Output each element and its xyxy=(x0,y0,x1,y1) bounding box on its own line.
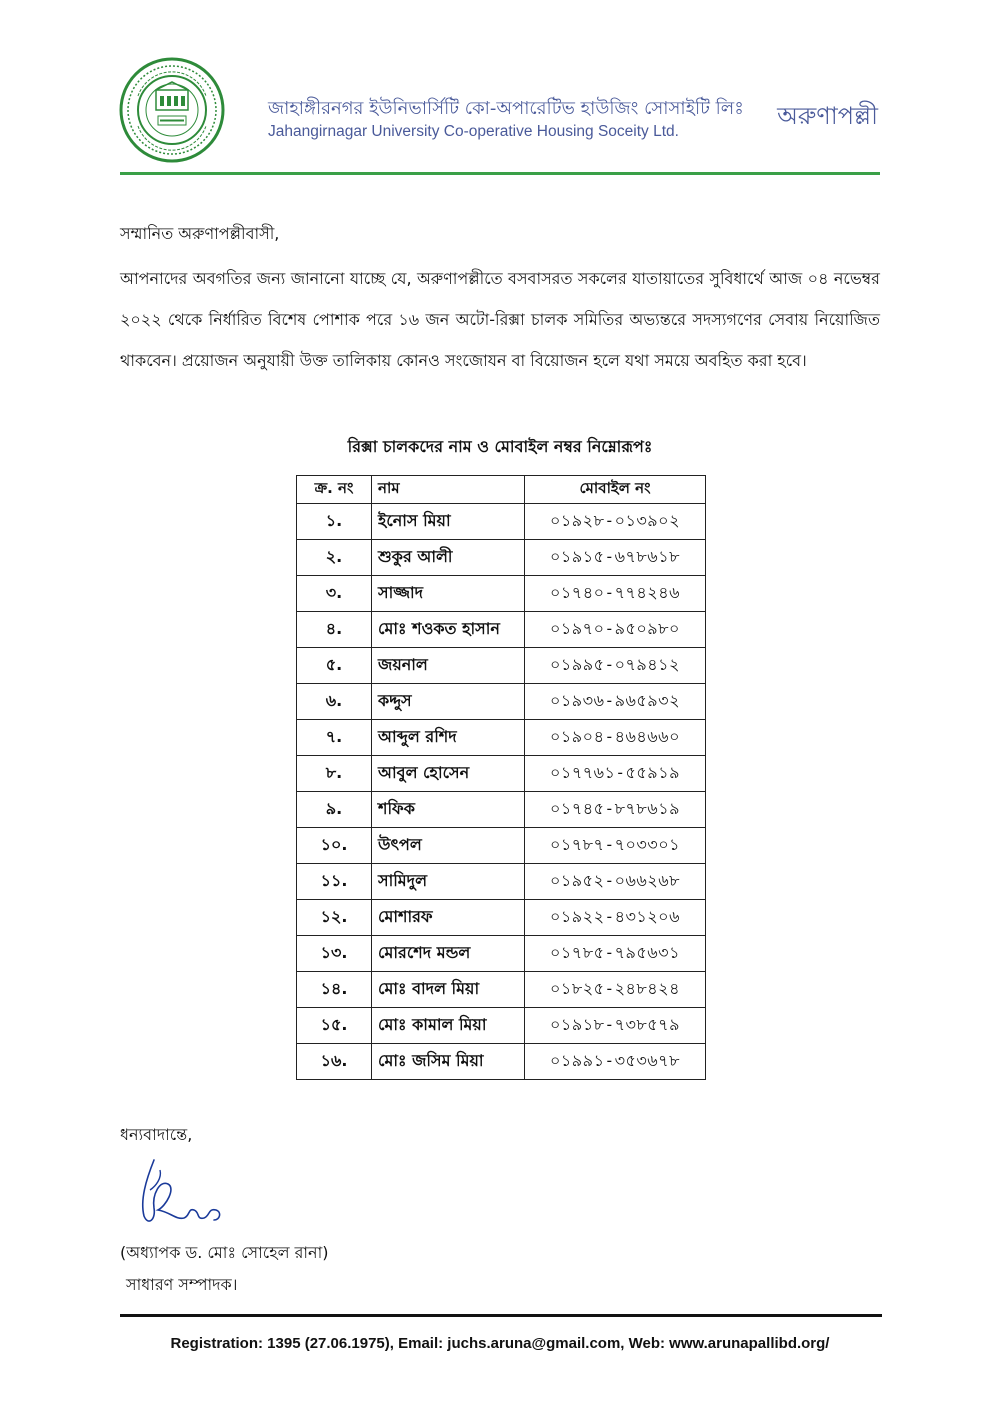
signer-name: (অধ্যাপক ড. মোঃ সোহেল রানা) xyxy=(120,1243,329,1262)
cell-mobile: ০১৯৯১-৩৫৩৬৭৮ xyxy=(525,1044,706,1080)
cell-mobile: ০১৯০৪-৪৬৪৬৬০ xyxy=(525,720,706,756)
cell-serial: ৬. xyxy=(297,684,372,720)
cell-serial: ২. xyxy=(297,540,372,576)
cell-name: উৎপল xyxy=(372,828,525,864)
cell-serial: ৫. xyxy=(297,648,372,684)
cell-serial: ১৬. xyxy=(297,1044,372,1080)
org-name-bn: জাহাঙ্গীরনগর ইউনিভার্সিটি কো-অপারেটিভ হাউজিং সোসাইটি লিঃ xyxy=(268,98,744,119)
society-logo xyxy=(118,56,226,164)
table-row xyxy=(297,648,706,684)
footer-divider xyxy=(120,1314,882,1317)
cell-name: আবুল হোসেন xyxy=(372,756,525,792)
header-mobile: মোবাইল নং xyxy=(525,476,706,504)
cell-name: আব্দুল রশিদ xyxy=(372,720,525,756)
cell-name: মোশারফ xyxy=(372,900,525,936)
cell-serial: ৩. xyxy=(297,576,372,612)
table-row xyxy=(297,504,706,540)
cell-mobile: ০১৭৭৬১-৫৫৯১৯ xyxy=(525,756,706,792)
table-row xyxy=(297,828,706,864)
cell-serial: ৮. xyxy=(297,756,372,792)
closing: ধন্যবাদান্তে, xyxy=(120,1125,193,1144)
salutation: সম্মানিত অরুণাপল্লীবাসী, xyxy=(120,224,280,243)
cell-serial: ১. xyxy=(297,504,372,540)
table-row xyxy=(297,684,706,720)
cell-mobile: ০১৭৪০-৭৭৪২৪৬ xyxy=(525,576,706,612)
cell-name: সাজ্জাদ xyxy=(372,576,525,612)
cell-mobile: ০১৯৭০-৯৫০৯৮০ xyxy=(525,612,706,648)
table-row xyxy=(297,612,706,648)
table-row xyxy=(297,1044,706,1080)
table-row xyxy=(297,792,706,828)
table-row xyxy=(297,576,706,612)
cell-name: মোঃ শওকত হাসান xyxy=(372,612,525,648)
cell-serial: ১৫. xyxy=(297,1008,372,1044)
cell-name: সামিদুল xyxy=(372,864,525,900)
cell-serial: ১২. xyxy=(297,900,372,936)
header-name: নাম xyxy=(372,476,525,504)
signature xyxy=(126,1150,236,1235)
table-header-row xyxy=(297,476,706,504)
cell-serial: ১৪. xyxy=(297,972,372,1008)
cell-serial: ১০. xyxy=(297,828,372,864)
cell-name: মোরশেদ মন্ডল xyxy=(372,936,525,972)
cell-mobile: ০১৯৩৬-৯৬৫৯৩২ xyxy=(525,684,706,720)
cell-serial: ৯. xyxy=(297,792,372,828)
cell-mobile: ০১৯২৮-০১৩৯০২ xyxy=(525,504,706,540)
signer-title: সাধারণ সম্পাদক। xyxy=(126,1275,238,1294)
cell-mobile: ০১৯২২-৪৩১২০৬ xyxy=(525,900,706,936)
cell-mobile: ০১৮২৫-২৪৮৪২৪ xyxy=(525,972,706,1008)
cell-name: কদ্দুস xyxy=(372,684,525,720)
table-row xyxy=(297,864,706,900)
table-row xyxy=(297,972,706,1008)
cell-serial: ১৩. xyxy=(297,936,372,972)
cell-serial: ১১. xyxy=(297,864,372,900)
footer-contact: Registration: 1395 (27.06.1975), Email: juchs.aruna@gmail.com, Web: www.arunapallibd.org/ xyxy=(170,1335,830,1352)
table-title: রিক্সা চালকদের নাম ও মোবাইল নম্বর নিম্নোরূপঃ xyxy=(347,437,653,456)
cell-name: মোঃ বাদল মিয়া xyxy=(372,972,525,1008)
cell-name: মোঃ জসিম মিয়া xyxy=(372,1044,525,1080)
drivers-table xyxy=(296,475,706,1080)
table-row xyxy=(297,900,706,936)
cell-name: মোঃ কামাল মিয়া xyxy=(372,1008,525,1044)
header-divider xyxy=(120,172,880,175)
cell-mobile: ০১৯৯৫-০৭৯৪১২ xyxy=(525,648,706,684)
org-name xyxy=(268,98,744,142)
cell-mobile: ০১৯৫২-০৬৬২৬৮ xyxy=(525,864,706,900)
cell-mobile: ০১৭৪৫-৮৭৮৬১৯ xyxy=(525,792,706,828)
letter-body: আপনাদের অবগতির জন্য জানানো যাচ্ছে যে, অরুণাপল্লীতে বসবাসরত সকলের যাতায়াতের সুবিধার্থে আজ ০৪ নভেম্বর ২০২২ থেকে নির্ধারিত বিশেষ পোশাক পরে ১৬ জন অটো-রিক্সা চালক সমিতির অভ্যন্তরে সদস্যগণের সেবায় নিয়োজিত থাকবেন। প্রয়োজন অনুযায়ী উক্ত তালিকায় কোনও সংজোযন বা বিয়োজন হলে যথা সময়ে অবহিত করা হবে। xyxy=(120,269,880,370)
cell-name: ইনোস মিয়া xyxy=(372,504,525,540)
table-row xyxy=(297,1008,706,1044)
cell-mobile: ০১৭৮৫-৭৯৫৬৩১ xyxy=(525,936,706,972)
table-row xyxy=(297,720,706,756)
cell-mobile: ০১৭৮৭-৭০৩৩০১ xyxy=(525,828,706,864)
cell-name: জয়নাল xyxy=(372,648,525,684)
cell-name: শুকুর আলী xyxy=(372,540,525,576)
org-name-en: Jahangirnagar University Co-operative Housing Soceity Ltd. xyxy=(268,123,679,140)
table-row xyxy=(297,756,706,792)
table-row xyxy=(297,936,706,972)
header-serial: ক্র. নং xyxy=(297,476,372,504)
brand-name: অরুণাপল্লী xyxy=(777,102,878,130)
cell-name: শফিক xyxy=(372,792,525,828)
cell-serial: ৪. xyxy=(297,612,372,648)
cell-serial: ৭. xyxy=(297,720,372,756)
cell-mobile: ০১৯১৮-৭৩৮৫৭৯ xyxy=(525,1008,706,1044)
cell-mobile: ০১৯১৫-৬৭৮৬১৮ xyxy=(525,540,706,576)
table-row xyxy=(297,540,706,576)
